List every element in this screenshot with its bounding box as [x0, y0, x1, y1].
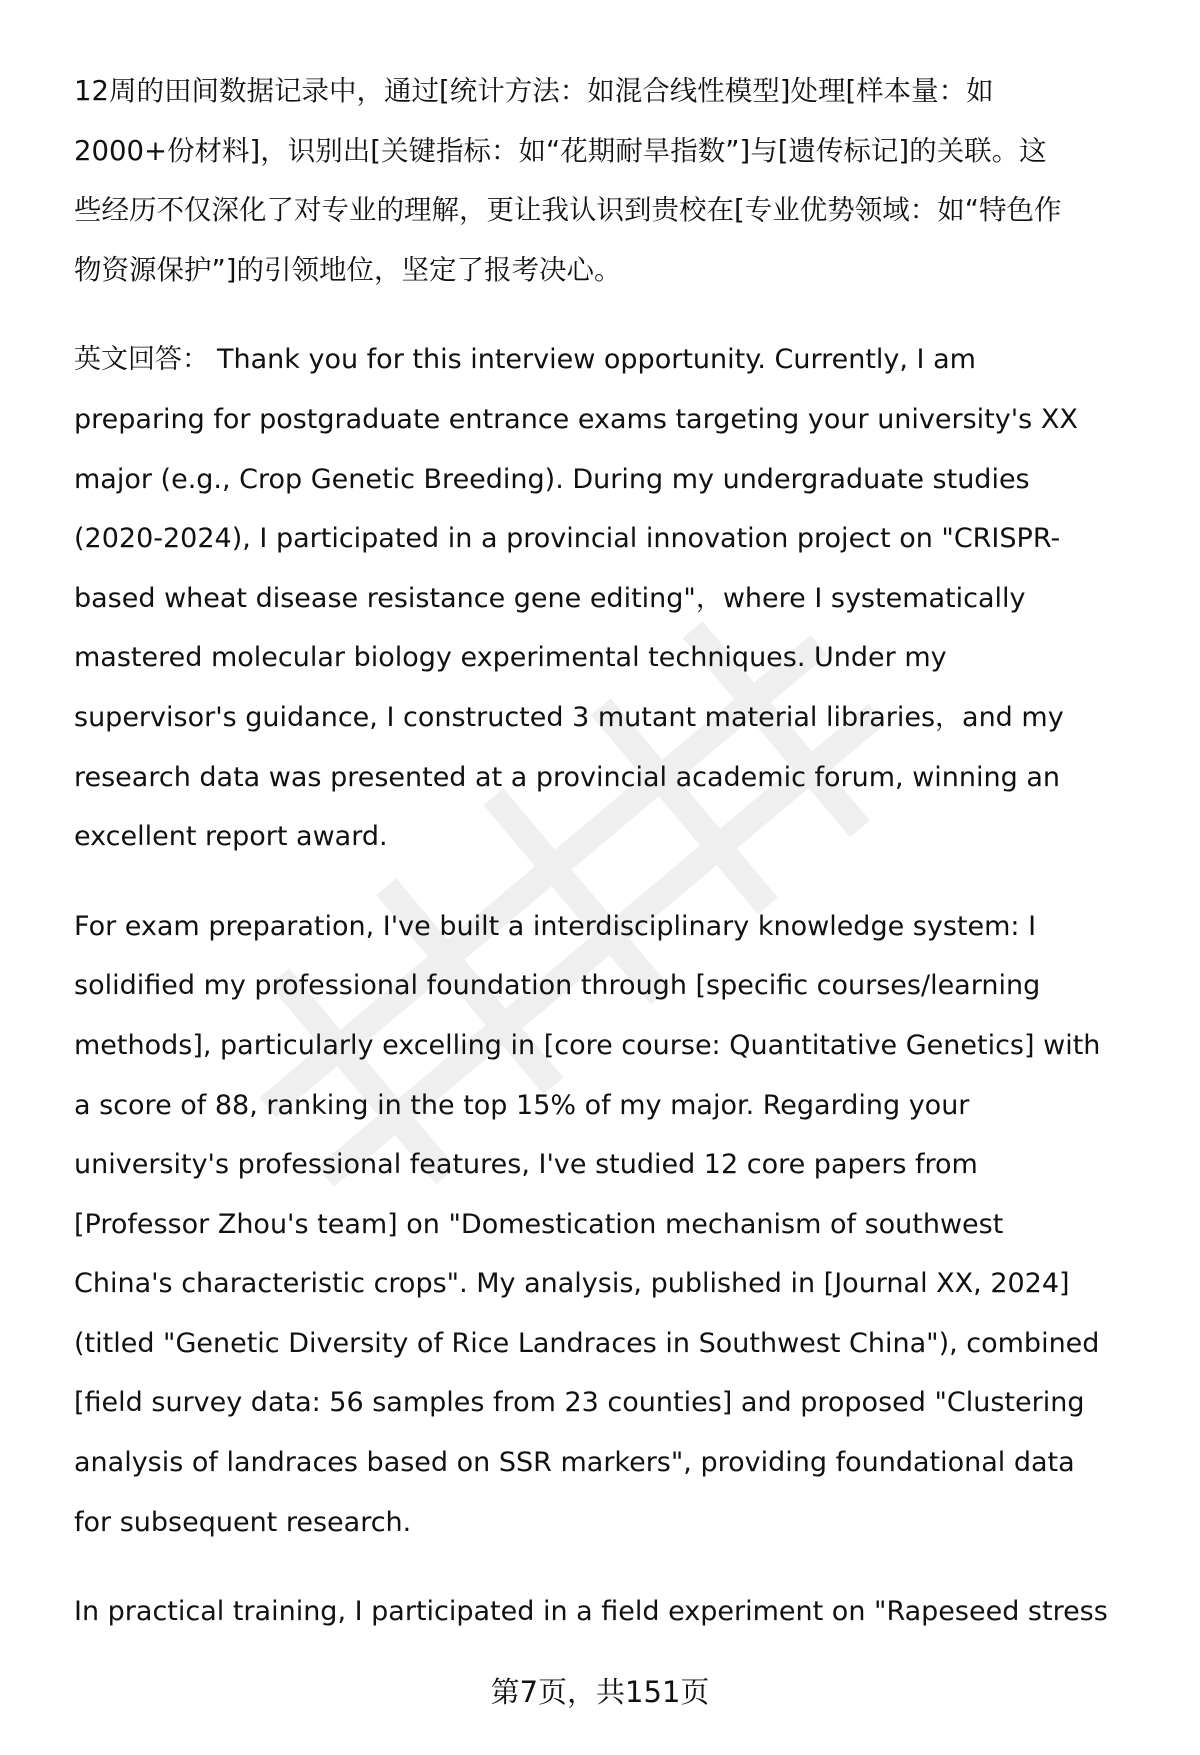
paragraph-english-answer: [74, 330, 1160, 866]
english-answer-label: 英文回答：: [74, 344, 209, 376]
page-number: 第7页，共151页: [490, 1675, 710, 1709]
paragraph-chinese-continuation: 12周的田间数据记录中，通过[统计方法：如混合线性模型]处理[样本量：如 2000+份材料]，识别出[关键指标：如“花期耐旱指数”]与[遗传标记]的关联。这 些经历不仅深化了对专业的理解，更让我认识到贵校在[专业优势领域：如“特色作 物资源保护”]的引领地位，坚定了报考决心。: [74, 75, 1062, 286]
document-body: [74, 62, 1160, 1672]
paragraph-practical-training: In practical training, I participated in a field experiment on "Rapeseed stress: [74, 1596, 1108, 1628]
english-answer-text: Thank you for this interview opportunity. Currently, I am preparing for postgraduate entrance exams targeting your university's XX major (e.g., Crop Genetic Breeding). During my undergraduate studies (2020-2024), I participated in a provincial innovation project on "CRISPR- based wheat disease resistance gene editing"，where I systematically mastered molecular biology experimental techniques. Under my supervisor's guidance, I constructed 3 mutant material libraries，and my research data was presented at a provincial academic forum, winning an excellent report award.: [74, 344, 1078, 853]
paragraph-exam-preparation: For exam preparation, I've built a interdisciplinary knowledge system: I solidified my professional foundation through [specific courses/learning methods], particularly excelling in [core course: Quantitative Genetics] with a score of 88, ranking in the top 15% of my major. Regarding your university's professional features, I've studied 12 core papers from [Professor Zhou's team] on "Domestication mechanism of southwest China's characteristic crops". My analysis, published in [Journal XX, 2024] (titled "Genetic Diversity of Rice Landraces in Southwest China"), combined [field survey data: 56 samples from 23 counties] and proposed "Clustering analysis of landraces based on SSR markers", providing foundational data for subsequent research.: [74, 910, 1101, 1538]
